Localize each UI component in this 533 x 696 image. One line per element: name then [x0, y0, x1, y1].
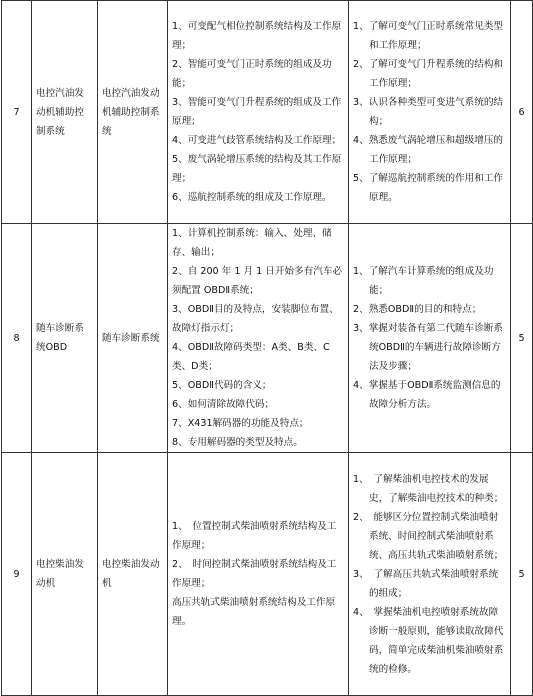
hours: 6	[511, 1, 533, 224]
teaching-content	[168, 224, 349, 453]
row-number: 8	[2, 224, 32, 453]
module-name: 电控柴油发动机	[32, 453, 98, 696]
content-item: 1、 位置控制式柴油喷射系统结构及工作原理；	[172, 521, 337, 551]
learning-objectives	[349, 453, 511, 696]
row-number: 9	[2, 453, 32, 696]
table-row	[2, 453, 533, 696]
unit-name: 电控汽油发动机辅助控制系统	[98, 1, 168, 224]
table-row	[2, 1, 533, 224]
table-row	[2, 224, 533, 453]
module-name: 随车诊断系统OBD	[32, 224, 98, 453]
table-body	[2, 1, 533, 696]
module-name: 电控汽油发动机辅助控制系统	[32, 1, 98, 224]
objective-item: 3、认识各种类型可变进气系统的结构；	[353, 97, 504, 127]
objective-item: 1、了解可变气门正时系统常见类型和工作原理；	[353, 21, 504, 51]
content-item: 2、 时间控制式柴油喷射系统结构及工作原理；	[172, 559, 337, 589]
content-item: 2、自 200 年 1 月 1 日开始多有汽车必须配置 OBDⅡ系统；	[172, 266, 343, 296]
content-item: 5、废气涡轮增压系统的结构及其工作原理；	[172, 154, 342, 184]
content-item: 6、如何清除故障代码；	[172, 399, 275, 410]
learning-objectives	[349, 224, 511, 453]
content-item: 2、智能可变气门正时系统的组成及功能；	[172, 59, 332, 89]
objective-item: 2、熟悉OBDⅡ的目的和特点；	[353, 304, 482, 315]
content-item: 高压共轨式柴油喷射系统结构及工作原理。	[172, 597, 336, 627]
content-item: 3、智能可变气门升程系统的组成及工作原理；	[172, 97, 342, 127]
hours: 5	[511, 224, 533, 453]
content-item: 4、OBDⅡ故障码类型：A类、B类、C类、D类；	[172, 342, 330, 372]
objective-item: 2、了解可变气门升程系统的结构和工作原理；	[353, 59, 504, 89]
objective-item: 3、掌握对装备有第二代随车诊断系统OBDⅡ的车辆进行故障诊断方法及步骤；	[353, 323, 504, 372]
course-syllabus-table	[1, 0, 533, 696]
row-number: 7	[2, 1, 32, 224]
hours: 5	[511, 453, 533, 696]
objective-item: 2、 能够区分位置控制式柴油喷射系统、时间控制式柴油喷射系统、高压共轨式柴油喷射系统；	[353, 511, 504, 561]
objective-item: 4、熟悉废气涡轮增压和超级增压的工作原理；	[353, 135, 504, 165]
unit-name: 电控柴油发动机	[98, 453, 168, 696]
teaching-content	[168, 1, 349, 224]
content-item: 8、专用解码器的类型及特点。	[172, 437, 303, 448]
objective-item: 1、了解汽车计算系统的组成及功能；	[353, 266, 494, 296]
content-item: 7、X431解码器的功能及特点；	[172, 418, 309, 429]
objective-item: 4、 掌握柴油机电控喷射系统故障诊断一般原则，能够读取故障代码，简单完成柴油机柴油喷射系统的检修。	[353, 606, 504, 675]
content-item: 6、巡航控制系统的组成及工作原理。	[172, 192, 332, 203]
content-item: 5、OBDⅡ代码的含义；	[172, 380, 272, 391]
content-item: 3、OBDⅡ目的及特点，安装脚位布置、故障灯指示灯；	[172, 304, 339, 334]
objective-item: 5、了解巡航控制系统的作用和工作原理。	[353, 173, 504, 203]
content-item: 1、计算机控制系统：输入、处理、储存、输出；	[172, 228, 332, 258]
objective-item: 3、 了解高压共轨式柴油喷射系统的组成；	[353, 568, 499, 599]
teaching-content	[168, 453, 349, 696]
content-item: 1、可变配气相位控制系统结构及工作原理；	[172, 21, 342, 51]
learning-objectives	[349, 1, 511, 224]
objective-item: 4、掌握基于OBDⅡ系统监测信息的故障分析方法。	[353, 380, 501, 410]
unit-name: 随车诊断系统	[98, 224, 168, 453]
content-item: 4、可变进气歧管系统结构及工作原理；	[172, 135, 342, 146]
objective-item: 1、 了解柴油机电控技术的发展史，了解柴油电控技术的种类；	[353, 473, 504, 504]
